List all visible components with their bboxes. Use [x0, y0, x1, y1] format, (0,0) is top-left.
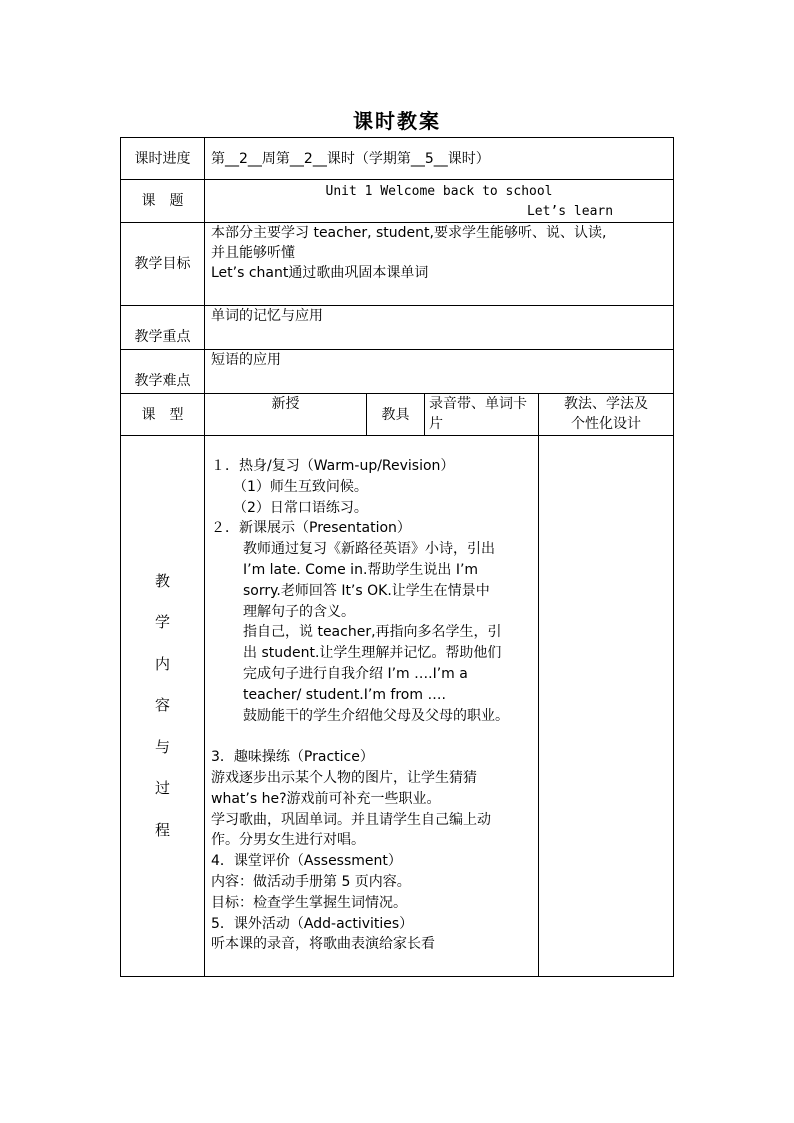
process-line: 听本课的录音，将歌曲表演给家长看	[211, 936, 435, 953]
tools-label: 教具	[367, 394, 425, 436]
process-line: teacher/ student.I’m from ….	[243, 686, 446, 703]
objective-label: 教学目标	[121, 223, 205, 306]
topic-line-1: Unit 1 Welcome back to school	[325, 184, 553, 199]
process-label-char: 教	[154, 571, 170, 590]
process-line: １．热身/复习（Warm-up/Revision）	[211, 458, 455, 474]
process-line: 3．趣味操练（Practice）	[211, 749, 374, 766]
objective-line: 并且能够听懂	[211, 245, 295, 261]
process-line: （2）日常口语练习。	[233, 499, 368, 516]
process-label-char: 过	[154, 779, 170, 798]
process-line: （1）师生互致问候。	[233, 478, 368, 495]
process-line: 4．课堂评价（Assessment）	[211, 853, 402, 870]
lesson-plan-table	[120, 137, 674, 977]
process-label-char: 容	[154, 696, 170, 715]
row-objective	[121, 223, 674, 306]
objective-line: Let’s chant通过歌曲巩固本课单词	[211, 265, 429, 281]
row-type	[121, 394, 674, 436]
personalized-design-cell	[539, 436, 674, 977]
row-progress	[121, 138, 674, 180]
process-line: 游戏逐步出示某个人物的图片，让学生猜猜	[211, 769, 477, 786]
method-header-line: 个性化设计	[571, 416, 642, 432]
process-label-char: 与	[154, 737, 170, 756]
process-line: 出 student.让学生理解并记忆。帮助他们	[243, 645, 502, 662]
process-label-char: 内	[154, 654, 170, 673]
process-line: 指自己，说 teacher,再指向多名学生，引	[243, 624, 502, 641]
process-label-char: 学	[154, 613, 170, 632]
process-line: what’s he?游戏前可补充一些职业。	[211, 790, 441, 807]
tools-value-line: 片	[429, 416, 443, 432]
key-label: 教学重点	[121, 306, 205, 350]
process-line: ２．新课展示（Presentation）	[211, 520, 411, 537]
row-key-points	[121, 306, 674, 350]
progress-label: 课时进度	[121, 138, 205, 180]
process-line: 鼓励能干的学生介绍他父母及父母的职业。	[243, 707, 509, 724]
tools-value-line: 录音带、单词卡	[429, 396, 527, 412]
process-line: 内容：做活动手册第 5 页内容。	[211, 873, 411, 890]
row-process	[121, 436, 674, 977]
topic-line-2: Let’s learn	[526, 204, 614, 219]
topic-label: 课 题	[121, 180, 205, 223]
page-title: 课时教案	[353, 109, 441, 133]
process-line: 完成句子进行自我介绍 I’m ….I’m a	[243, 665, 468, 682]
key-value: 单词的记忆与应用	[205, 306, 674, 350]
row-topic	[121, 180, 674, 223]
objective-line: 本部分主要学习 teacher, student,要求学生能够听、说、认读,	[211, 225, 607, 241]
difficulty-value: 短语的应用	[205, 350, 674, 394]
process-line: sorry.老师回答 It’s OK.让学生在情景中	[243, 582, 490, 599]
type-value: 新授	[205, 394, 367, 436]
process-line: 作。分男女生进行对唱。	[211, 832, 365, 849]
process-label-char: 程	[154, 820, 170, 839]
process-line: 5．课外活动（Add-activities）	[211, 915, 414, 932]
method-header-line: 教法、学法及	[564, 396, 649, 412]
type-label: 课 型	[121, 394, 205, 436]
process-line: 教师通过复习《新路径英语》小诗，引出	[243, 541, 495, 558]
process-label	[121, 436, 205, 977]
difficulty-label: 教学难点	[121, 350, 205, 394]
row-difficulty	[121, 350, 674, 394]
process-line: I’m late. Come in.帮助学生说出 I’m	[243, 561, 479, 578]
process-line: 目标：检查学生掌握生词情况。	[211, 894, 407, 911]
process-blank-line	[211, 726, 532, 747]
progress-value: 第__2__周第__2__课时（学期第__5__课时）	[205, 138, 674, 180]
process-line: 学习歌曲，巩固单词。并且请学生自己编上动	[211, 811, 491, 828]
process-content	[205, 436, 539, 977]
process-line: 理解句子的含义。	[243, 603, 355, 620]
